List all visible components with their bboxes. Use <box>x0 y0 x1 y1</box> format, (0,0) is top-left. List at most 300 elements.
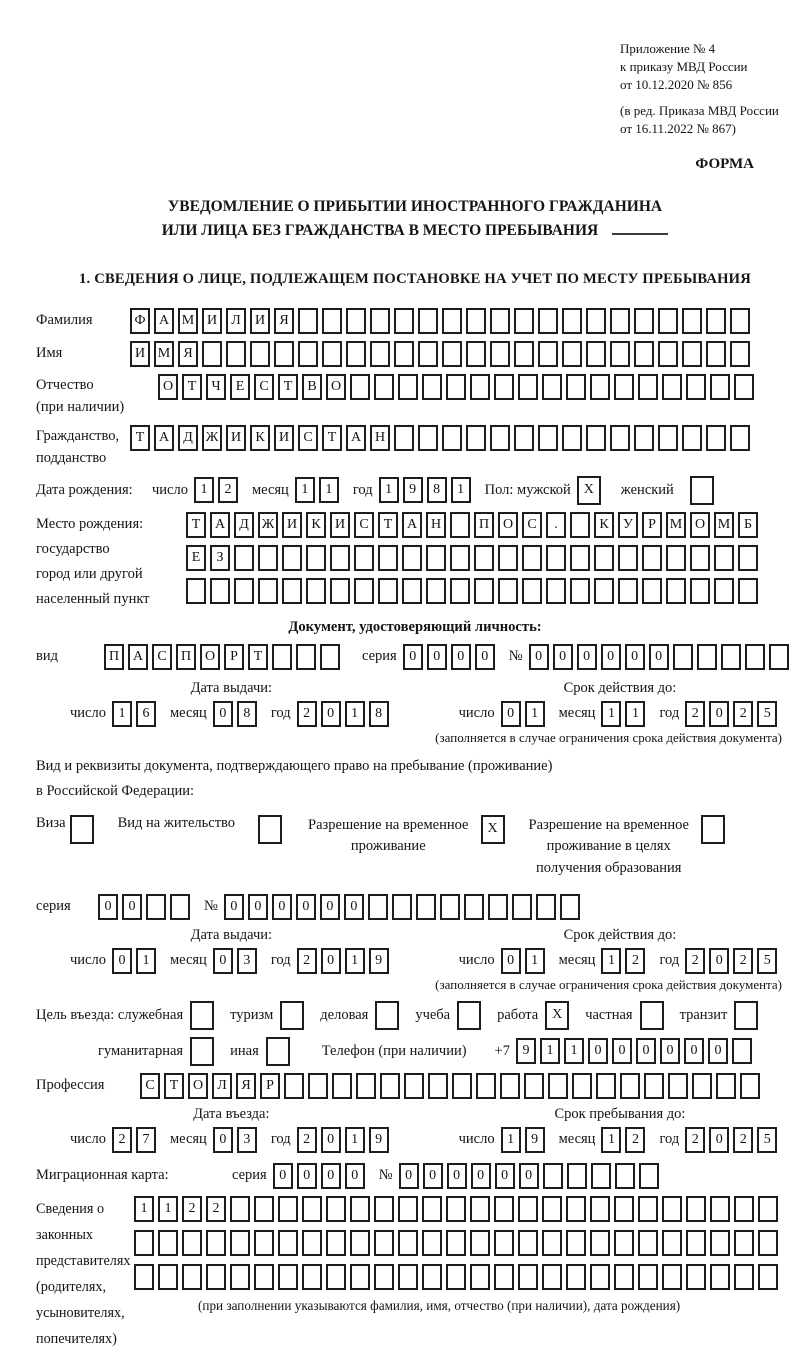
profession-cell[interactable]: Т <box>164 1073 184 1099</box>
doc-series-cell[interactable]: 0 <box>403 644 423 670</box>
purpose-official-box[interactable] <box>190 1001 214 1030</box>
permit-valid-year-cell[interactable]: 5 <box>757 948 777 974</box>
legal-cell[interactable] <box>206 1230 226 1256</box>
legal-cell[interactable] <box>686 1196 706 1222</box>
birthplace-cell[interactable]: Н <box>426 512 446 538</box>
permit-issue-year-cell[interactable]: 0 <box>321 948 341 974</box>
legal-cell[interactable]: 1 <box>134 1196 154 1222</box>
patronymic-cell[interactable] <box>638 374 658 400</box>
legal-cell[interactable] <box>374 1196 394 1222</box>
birthplace-cell[interactable] <box>594 545 614 571</box>
birthplace-cell[interactable]: О <box>690 512 710 538</box>
legal-cell[interactable] <box>302 1196 322 1222</box>
tourism-box[interactable] <box>280 1001 304 1030</box>
migration-number-cell[interactable]: 0 <box>423 1163 443 1189</box>
legal-cell[interactable] <box>470 1264 490 1290</box>
legal-cell[interactable] <box>422 1230 442 1256</box>
doc-valid-year-cell[interactable]: 2 <box>685 701 705 727</box>
birthplace-cell[interactable]: М <box>714 512 734 538</box>
birthplace-cell[interactable] <box>234 578 254 604</box>
study-box[interactable] <box>457 1001 481 1030</box>
birthplace-cell[interactable] <box>282 578 302 604</box>
doc-number-cell[interactable] <box>673 644 693 670</box>
birthplace-cell[interactable] <box>210 578 230 604</box>
surname-cell[interactable]: И <box>250 308 270 334</box>
birthplace-cell[interactable] <box>330 545 350 571</box>
doc-series-cell[interactable]: 0 <box>451 644 471 670</box>
legal-cell[interactable] <box>326 1230 346 1256</box>
migration-series-cell[interactable]: 0 <box>321 1163 341 1189</box>
surname-cell[interactable] <box>658 308 678 334</box>
birthplace-cell[interactable] <box>666 545 686 571</box>
citizenship-cell[interactable] <box>466 425 486 451</box>
profession-cell[interactable] <box>452 1073 472 1099</box>
doc-number-cell[interactable]: 0 <box>625 644 645 670</box>
birthplace-cell[interactable]: К <box>594 512 614 538</box>
private-box[interactable] <box>640 1001 664 1030</box>
legal-cell[interactable] <box>278 1196 298 1222</box>
migration-number-cell[interactable]: 0 <box>471 1163 491 1189</box>
permit-issue-year-cell[interactable]: 1 <box>345 948 365 974</box>
birthplace-cell[interactable] <box>426 578 446 604</box>
citizenship-cell[interactable] <box>682 425 702 451</box>
birth-day-cell[interactable]: 2 <box>218 477 238 503</box>
legal-cell[interactable] <box>182 1264 202 1290</box>
birthplace-cell[interactable] <box>378 578 398 604</box>
entry-year-cell[interactable]: 1 <box>345 1127 365 1153</box>
patronymic-cell[interactable] <box>350 374 370 400</box>
patronymic-cell[interactable] <box>374 374 394 400</box>
birthplace-cell[interactable] <box>330 578 350 604</box>
profession-cell[interactable]: О <box>188 1073 208 1099</box>
doc-valid-day-cell[interactable]: 1 <box>525 701 545 727</box>
birthplace-cell[interactable] <box>258 545 278 571</box>
birth-year-cell[interactable]: 1 <box>379 477 399 503</box>
birthplace-cell[interactable] <box>282 545 302 571</box>
stay-year-cell[interactable]: 0 <box>709 1127 729 1153</box>
citizenship-cell[interactable]: С <box>298 425 318 451</box>
name-cell[interactable] <box>706 341 726 367</box>
profession-cell[interactable]: Р <box>260 1073 280 1099</box>
legal-cell[interactable] <box>734 1230 754 1256</box>
phone-digit-cell[interactable]: 1 <box>540 1038 560 1064</box>
profession-cell[interactable] <box>284 1073 304 1099</box>
phone-digit-cell[interactable]: 0 <box>708 1038 728 1064</box>
patronymic-cell[interactable] <box>590 374 610 400</box>
citizenship-cell[interactable]: А <box>346 425 366 451</box>
birthplace-cell[interactable]: Р <box>642 512 662 538</box>
legal-cell[interactable] <box>278 1230 298 1256</box>
birthplace-cell[interactable]: Т <box>186 512 206 538</box>
birthplace-cell[interactable] <box>378 545 398 571</box>
doc-number-cell[interactable]: 0 <box>601 644 621 670</box>
birthplace-cell[interactable]: И <box>282 512 302 538</box>
birthplace-cell[interactable] <box>402 545 422 571</box>
legal-cell[interactable] <box>398 1230 418 1256</box>
legal-cell[interactable] <box>518 1230 538 1256</box>
doc-number-cell[interactable] <box>721 644 741 670</box>
patronymic-cell[interactable]: С <box>254 374 274 400</box>
permit-valid-month-cell[interactable]: 2 <box>625 948 645 974</box>
legal-cell[interactable] <box>350 1264 370 1290</box>
citizenship-cell[interactable] <box>730 425 750 451</box>
legal-cell[interactable] <box>758 1264 778 1290</box>
migration-number-cell[interactable] <box>615 1163 635 1189</box>
profession-cell[interactable] <box>596 1073 616 1099</box>
phone-digit-cell[interactable]: 0 <box>636 1038 656 1064</box>
birthplace-cell[interactable] <box>354 578 374 604</box>
surname-cell[interactable] <box>562 308 582 334</box>
profession-cell[interactable]: Я <box>236 1073 256 1099</box>
profession-cell[interactable] <box>644 1073 664 1099</box>
legal-cell[interactable] <box>374 1230 394 1256</box>
profession-cell[interactable] <box>500 1073 520 1099</box>
legal-cell[interactable] <box>230 1230 250 1256</box>
surname-cell[interactable] <box>370 308 390 334</box>
birthplace-cell[interactable] <box>450 578 470 604</box>
profession-cell[interactable] <box>620 1073 640 1099</box>
legal-cell[interactable]: 2 <box>182 1196 202 1222</box>
birth-year-cell[interactable]: 1 <box>451 477 471 503</box>
surname-cell[interactable]: М <box>178 308 198 334</box>
birthplace-cell[interactable]: У <box>618 512 638 538</box>
surname-cell[interactable]: Л <box>226 308 246 334</box>
migration-series-cell[interactable]: 0 <box>273 1163 293 1189</box>
name-cell[interactable] <box>682 341 702 367</box>
profession-cell[interactable] <box>308 1073 328 1099</box>
patronymic-cell[interactable] <box>542 374 562 400</box>
birthplace-cell[interactable] <box>618 545 638 571</box>
surname-cell[interactable] <box>682 308 702 334</box>
profession-cell[interactable] <box>548 1073 568 1099</box>
migration-number-cell[interactable] <box>591 1163 611 1189</box>
doc-number-cell[interactable]: 0 <box>649 644 669 670</box>
permit-number-cell[interactable]: 0 <box>320 894 340 920</box>
permit-valid-year-cell[interactable]: 2 <box>733 948 753 974</box>
entry-month-cell[interactable]: 3 <box>237 1127 257 1153</box>
entry-year-cell[interactable]: 0 <box>321 1127 341 1153</box>
permit-series-cell[interactable]: 0 <box>98 894 118 920</box>
birthplace-cell[interactable] <box>546 578 566 604</box>
legal-cell[interactable] <box>518 1264 538 1290</box>
legal-cell[interactable] <box>374 1264 394 1290</box>
permit-number-cell[interactable]: 0 <box>344 894 364 920</box>
migration-number-cell[interactable]: 0 <box>399 1163 419 1189</box>
migration-number-cell[interactable]: 0 <box>495 1163 515 1189</box>
surname-cell[interactable]: И <box>202 308 222 334</box>
patronymic-cell[interactable] <box>734 374 754 400</box>
profession-cell[interactable] <box>476 1073 496 1099</box>
name-cell[interactable] <box>658 341 678 367</box>
surname-cell[interactable] <box>322 308 342 334</box>
doc-issue-day-cell[interactable]: 1 <box>112 701 132 727</box>
citizenship-cell[interactable]: К <box>250 425 270 451</box>
doc-number-cell[interactable] <box>769 644 789 670</box>
permit-number-cell[interactable]: 0 <box>296 894 316 920</box>
legal-cell[interactable] <box>350 1196 370 1222</box>
permit-issue-day-cell[interactable]: 0 <box>112 948 132 974</box>
doc-series-cell[interactable]: 0 <box>475 644 495 670</box>
legal-cell[interactable] <box>494 1196 514 1222</box>
legal-cell[interactable] <box>254 1264 274 1290</box>
migration-number-cell[interactable] <box>639 1163 659 1189</box>
birthplace-cell[interactable] <box>450 545 470 571</box>
name-cell[interactable] <box>418 341 438 367</box>
birthplace-cell[interactable] <box>738 578 758 604</box>
legal-cell[interactable] <box>758 1230 778 1256</box>
legal-cell[interactable] <box>158 1264 178 1290</box>
surname-cell[interactable] <box>466 308 486 334</box>
legal-cell[interactable]: 2 <box>206 1196 226 1222</box>
legal-cell[interactable] <box>686 1264 706 1290</box>
citizenship-cell[interactable] <box>418 425 438 451</box>
legal-cell[interactable] <box>662 1264 682 1290</box>
legal-cell[interactable] <box>662 1230 682 1256</box>
birthplace-cell[interactable] <box>570 578 590 604</box>
permit-number-cell[interactable] <box>512 894 532 920</box>
birthplace-cell[interactable]: Е <box>186 545 206 571</box>
patronymic-cell[interactable] <box>446 374 466 400</box>
migration-number-cell[interactable] <box>543 1163 563 1189</box>
doc-type-cell[interactable]: П <box>104 644 124 670</box>
legal-cell[interactable] <box>614 1196 634 1222</box>
doc-number-cell[interactable] <box>697 644 717 670</box>
surname-cell[interactable]: Я <box>274 308 294 334</box>
legal-cell[interactable] <box>134 1264 154 1290</box>
citizenship-cell[interactable] <box>538 425 558 451</box>
legal-cell[interactable] <box>518 1196 538 1222</box>
profession-cell[interactable] <box>404 1073 424 1099</box>
permit-number-cell[interactable] <box>368 894 388 920</box>
patronymic-cell[interactable] <box>398 374 418 400</box>
legal-cell[interactable] <box>158 1230 178 1256</box>
birthplace-cell[interactable]: Т <box>378 512 398 538</box>
legal-cell[interactable] <box>710 1264 730 1290</box>
birthplace-cell[interactable]: Б <box>738 512 758 538</box>
doc-type-cell[interactable]: А <box>128 644 148 670</box>
patronymic-cell[interactable] <box>566 374 586 400</box>
legal-cell[interactable] <box>422 1264 442 1290</box>
permit-number-cell[interactable] <box>392 894 412 920</box>
permit-valid-year-cell[interactable]: 0 <box>709 948 729 974</box>
doc-valid-month-cell[interactable]: 1 <box>625 701 645 727</box>
humanitarian-box[interactable] <box>190 1037 214 1066</box>
migration-number-cell[interactable]: 0 <box>447 1163 467 1189</box>
doc-issue-year-cell[interactable]: 2 <box>297 701 317 727</box>
birthplace-cell[interactable]: К <box>306 512 326 538</box>
doc-valid-year-cell[interactable]: 0 <box>709 701 729 727</box>
permit-series-cell[interactable]: 0 <box>122 894 142 920</box>
legal-cell[interactable] <box>542 1230 562 1256</box>
birth-year-cell[interactable]: 9 <box>403 477 423 503</box>
birth-day-cell[interactable]: 1 <box>194 477 214 503</box>
stay-day-cell[interactable]: 1 <box>501 1127 521 1153</box>
legal-cell[interactable] <box>254 1230 274 1256</box>
birthplace-cell[interactable] <box>714 545 734 571</box>
legal-cell[interactable] <box>734 1196 754 1222</box>
patronymic-cell[interactable]: Т <box>278 374 298 400</box>
migration-series-cell[interactable]: 0 <box>297 1163 317 1189</box>
profession-cell[interactable] <box>668 1073 688 1099</box>
citizenship-cell[interactable]: Т <box>130 425 150 451</box>
phone-digit-cell[interactable]: 9 <box>516 1038 536 1064</box>
legal-cell[interactable] <box>230 1264 250 1290</box>
doc-issue-year-cell[interactable]: 8 <box>369 701 389 727</box>
legal-cell[interactable] <box>638 1230 658 1256</box>
name-cell[interactable] <box>250 341 270 367</box>
legal-cell[interactable] <box>254 1196 274 1222</box>
legal-cell[interactable] <box>446 1264 466 1290</box>
doc-number-cell[interactable] <box>745 644 765 670</box>
migration-series-cell[interactable]: 0 <box>345 1163 365 1189</box>
profession-cell[interactable]: Л <box>212 1073 232 1099</box>
surname-cell[interactable] <box>514 308 534 334</box>
citizenship-cell[interactable] <box>394 425 414 451</box>
legal-cell[interactable] <box>590 1264 610 1290</box>
birthplace-cell[interactable]: А <box>402 512 422 538</box>
doc-series-cell[interactable]: 0 <box>427 644 447 670</box>
birthplace-cell[interactable] <box>666 578 686 604</box>
doc-type-cell[interactable]: Т <box>248 644 268 670</box>
patronymic-cell[interactable] <box>710 374 730 400</box>
profession-cell[interactable] <box>716 1073 736 1099</box>
doc-type-cell[interactable] <box>296 644 316 670</box>
patronymic-cell[interactable] <box>494 374 514 400</box>
profession-cell[interactable] <box>572 1073 592 1099</box>
transit-box[interactable] <box>734 1001 758 1030</box>
other-purpose-box[interactable] <box>266 1037 290 1066</box>
legal-cell[interactable] <box>350 1230 370 1256</box>
birthplace-cell[interactable]: . <box>546 512 566 538</box>
citizenship-cell[interactable] <box>634 425 654 451</box>
birthplace-cell[interactable] <box>594 578 614 604</box>
migration-number-cell[interactable]: 0 <box>519 1163 539 1189</box>
profession-cell[interactable] <box>524 1073 544 1099</box>
legal-cell[interactable] <box>302 1230 322 1256</box>
doc-number-cell[interactable]: 0 <box>577 644 597 670</box>
name-cell[interactable] <box>514 341 534 367</box>
citizenship-cell[interactable] <box>442 425 462 451</box>
doc-number-cell[interactable]: 0 <box>529 644 549 670</box>
citizenship-cell[interactable]: Т <box>322 425 342 451</box>
birthplace-cell[interactable] <box>306 545 326 571</box>
birthplace-cell[interactable]: Ж <box>258 512 278 538</box>
doc-type-cell[interactable] <box>320 644 340 670</box>
name-cell[interactable]: И <box>130 341 150 367</box>
birthplace-cell[interactable] <box>426 545 446 571</box>
birthplace-cell[interactable]: С <box>354 512 374 538</box>
birthplace-cell[interactable] <box>570 545 590 571</box>
visa-box[interactable] <box>70 815 94 844</box>
doc-issue-year-cell[interactable]: 0 <box>321 701 341 727</box>
permit-number-cell[interactable] <box>440 894 460 920</box>
birthplace-cell[interactable] <box>474 578 494 604</box>
patronymic-cell[interactable] <box>662 374 682 400</box>
birthplace-cell[interactable] <box>618 578 638 604</box>
citizenship-cell[interactable] <box>610 425 630 451</box>
legal-cell[interactable] <box>326 1264 346 1290</box>
legal-cell[interactable] <box>710 1230 730 1256</box>
citizenship-cell[interactable] <box>586 425 606 451</box>
birth-month-cell[interactable]: 1 <box>295 477 315 503</box>
name-cell[interactable] <box>298 341 318 367</box>
name-cell[interactable] <box>562 341 582 367</box>
citizenship-cell[interactable]: Ж <box>202 425 222 451</box>
birth-year-cell[interactable]: 8 <box>427 477 447 503</box>
permit-number-cell[interactable]: 0 <box>272 894 292 920</box>
name-cell[interactable] <box>202 341 222 367</box>
name-cell[interactable] <box>610 341 630 367</box>
surname-cell[interactable] <box>706 308 726 334</box>
doc-issue-month-cell[interactable]: 8 <box>237 701 257 727</box>
permit-number-cell[interactable] <box>416 894 436 920</box>
legal-cell[interactable] <box>614 1264 634 1290</box>
legal-cell[interactable] <box>662 1196 682 1222</box>
surname-cell[interactable] <box>298 308 318 334</box>
profession-cell[interactable] <box>332 1073 352 1099</box>
work-box[interactable]: X <box>545 1001 569 1030</box>
legal-cell[interactable] <box>302 1264 322 1290</box>
surname-cell[interactable] <box>442 308 462 334</box>
stay-month-cell[interactable]: 2 <box>625 1127 645 1153</box>
patronymic-cell[interactable] <box>470 374 490 400</box>
doc-issue-month-cell[interactable]: 0 <box>213 701 233 727</box>
legal-cell[interactable] <box>182 1230 202 1256</box>
legal-cell[interactable] <box>422 1196 442 1222</box>
temp-residence-box[interactable]: X <box>481 815 505 844</box>
legal-cell[interactable] <box>614 1230 634 1256</box>
birth-month-cell[interactable]: 1 <box>319 477 339 503</box>
surname-cell[interactable] <box>634 308 654 334</box>
stay-year-cell[interactable]: 2 <box>733 1127 753 1153</box>
birthplace-cell[interactable]: О <box>498 512 518 538</box>
business-box[interactable] <box>375 1001 399 1030</box>
birthplace-cell[interactable] <box>642 545 662 571</box>
permit-issue-year-cell[interactable]: 2 <box>297 948 317 974</box>
birthplace-cell[interactable] <box>354 545 374 571</box>
legal-cell[interactable] <box>470 1230 490 1256</box>
surname-cell[interactable] <box>490 308 510 334</box>
birthplace-cell[interactable] <box>642 578 662 604</box>
citizenship-cell[interactable] <box>562 425 582 451</box>
citizenship-cell[interactable]: Д <box>178 425 198 451</box>
legal-cell[interactable] <box>446 1196 466 1222</box>
patronymic-cell[interactable] <box>686 374 706 400</box>
entry-month-cell[interactable]: 0 <box>213 1127 233 1153</box>
birthplace-cell[interactable] <box>258 578 278 604</box>
profession-cell[interactable] <box>740 1073 760 1099</box>
name-cell[interactable] <box>394 341 414 367</box>
sex-female-box[interactable] <box>690 476 714 505</box>
birthplace-cell[interactable] <box>714 578 734 604</box>
legal-cell[interactable] <box>686 1230 706 1256</box>
name-cell[interactable]: Я <box>178 341 198 367</box>
profession-cell[interactable] <box>380 1073 400 1099</box>
doc-valid-year-cell[interactable]: 2 <box>733 701 753 727</box>
birthplace-cell[interactable] <box>234 545 254 571</box>
birthplace-cell[interactable] <box>498 545 518 571</box>
birthplace-cell[interactable] <box>690 578 710 604</box>
profession-cell[interactable] <box>356 1073 376 1099</box>
name-cell[interactable] <box>490 341 510 367</box>
birthplace-cell[interactable] <box>522 578 542 604</box>
stay-year-cell[interactable]: 2 <box>685 1127 705 1153</box>
legal-cell[interactable] <box>638 1196 658 1222</box>
permit-number-cell[interactable]: 0 <box>224 894 244 920</box>
citizenship-cell[interactable]: А <box>154 425 174 451</box>
stay-month-cell[interactable]: 1 <box>601 1127 621 1153</box>
patronymic-cell[interactable] <box>614 374 634 400</box>
